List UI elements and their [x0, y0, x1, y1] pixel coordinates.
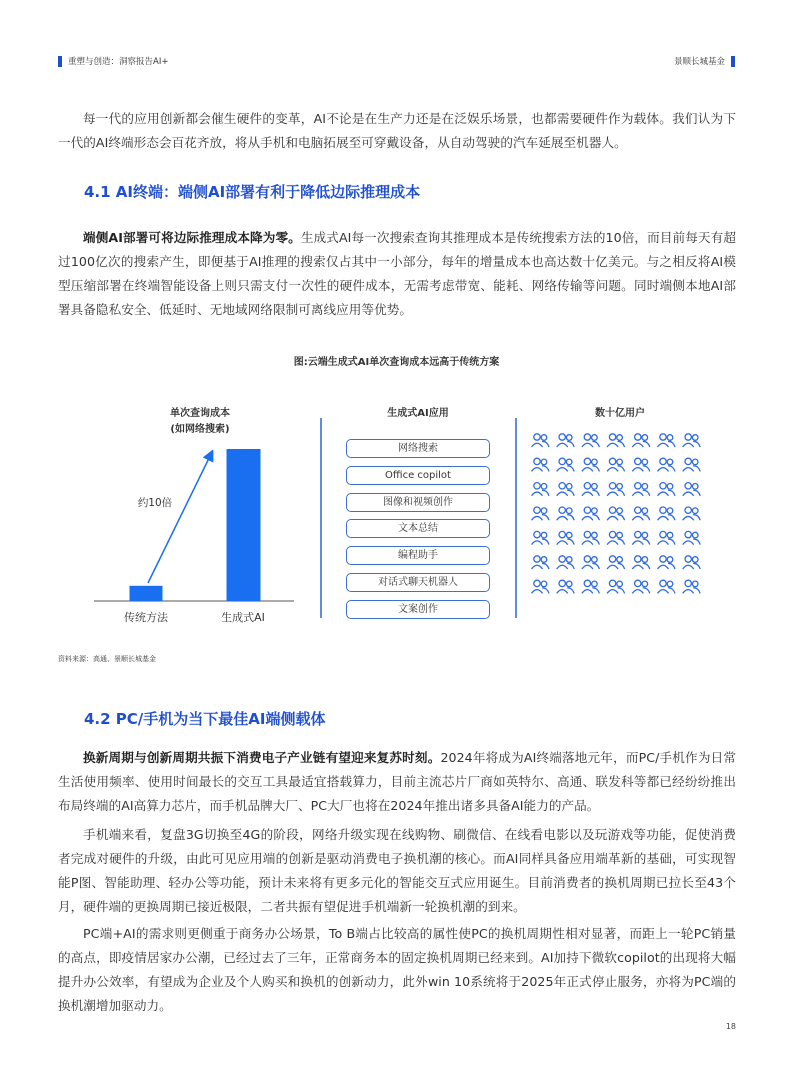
- users-icon: [607, 580, 625, 593]
- divider-right: [515, 418, 517, 618]
- ai-app-item: 网络搜索: [346, 439, 490, 458]
- chart-title-line1: 单次查询成本: [170, 408, 230, 419]
- figure-title: 图:云端生成式AI单次查询成本远高于传统方案: [293, 357, 500, 368]
- section-4-2-paragraph-3: PC端+AI的需求则更侧重于商务办公场景，To B端占比较高的属性使PC的换机周期性相对显著，而距上一轮PC销量的高点，即疫情居家办公潮，已经过去了三年，正常商务本的固定换机周期已经来到。AI加持下微软copilot的出现将大幅提升办公效率，有望成为企业及个人购买和换机的创新动力，此外win 10系统将于2025年正式停止服务，亦将为PC端的换机潮增加驱动力。: [58, 926, 736, 1013]
- multiplier-annotation: 约10倍: [137, 497, 173, 509]
- generative-ai-title: 生成式AI应用: [387, 408, 449, 419]
- users-icon: [582, 483, 600, 496]
- page-number: 18: [725, 1022, 736, 1031]
- header-left: [58, 55, 168, 67]
- bar-traditional: [130, 586, 163, 601]
- divider-left: [320, 418, 322, 618]
- users-icon: [658, 483, 676, 496]
- users-icon: [632, 458, 650, 471]
- users-icon: [607, 483, 625, 496]
- section-4-1-lead: 端侧AI部署可将边际推理成本降为零。: [83, 230, 301, 245]
- users-icon: [582, 507, 600, 520]
- users-icon: [532, 531, 550, 544]
- section-4-1-paragraph: [58, 226, 736, 322]
- users-icon: [557, 458, 575, 471]
- ai-app-item: 图像和视频创作: [346, 493, 490, 512]
- x-tick-label: 生成式AI: [221, 611, 265, 624]
- users-icon: [683, 483, 701, 496]
- cost-bar-chart: [80, 440, 310, 640]
- header-report-title: 重塑与创造：洞察报告AI+: [68, 57, 169, 67]
- users-icon: [607, 556, 625, 569]
- users-icon: [532, 483, 550, 496]
- section-4-2-paragraph-1: [58, 746, 736, 818]
- figure-source: 资料来源：高通、景顺长城基金: [58, 655, 156, 663]
- users-icon: [658, 531, 676, 544]
- users-icon: [557, 483, 575, 496]
- users-icon: [683, 531, 701, 544]
- users-icon: [582, 556, 600, 569]
- chart-title-line2: (如网络搜索): [170, 424, 230, 435]
- bar-generative-ai: [227, 449, 261, 601]
- users-icon: [658, 458, 676, 471]
- users-icon: [532, 458, 550, 471]
- ai-app-item: 文本总结: [346, 519, 490, 538]
- users-icon: [532, 556, 550, 569]
- users-icon: [582, 531, 600, 544]
- users-icon: [557, 580, 575, 593]
- users-icon: [607, 434, 625, 447]
- header-right: [674, 55, 735, 67]
- users-icon: [683, 556, 701, 569]
- users-icon: [557, 531, 575, 544]
- ai-app-item: 对话式聊天机器人: [346, 573, 490, 592]
- users-icon: [632, 556, 650, 569]
- users-icon: [582, 458, 600, 471]
- users-icon: [557, 434, 575, 447]
- section-4-1-body: 生成式AI每一次搜索查询其推理成本是传统搜索方法的10倍，而目前每天有超过100亿次的搜索产生，即便基于AI推理的搜索仅占其中一小部分，每年的增量成本也高达数十亿美元。与之相反将AI模型压缩部署在终端智能设备上则只需支付一次性的硬件成本，无需考虑带宽、能耗、网络传输等问题。同时端侧本地AI部署具备隐私安全、低延时、无地域网络限制可离线应用等优势。: [58, 230, 736, 317]
- users-icon: [532, 434, 550, 447]
- header-company: 景顺长城基金: [673, 57, 725, 67]
- users-icon: [532, 507, 550, 520]
- ai-app-item: 编程助手: [346, 546, 490, 565]
- users-icon: [607, 531, 625, 544]
- section-heading-4-1: 4.1 AI终端：端侧AI部署有利于降低边际推理成本: [84, 183, 421, 201]
- users-icon: [582, 434, 600, 447]
- section-4-2-paragraph-2: 手机端来看，复盘3G切换至4G的阶段，网络升级实现在线购物、刷微信、在线看电影以及玩游戏等功能，促使消费者完成对硬件的升级，由此可见应用端的创新是驱动消费电子换机潮的核心。而AI同样具备应用端革新的基础，可实现智能P图、智能助理、轻办公等功能，预计未来将有更多元化的智能交互式应用诞生。目前消费者的换机周期已拉长至43个月，硬件端的更换周期已接近极限，二者共振有望促进手机端新一轮换机潮的到来。: [58, 827, 736, 914]
- users-icon: [658, 580, 676, 593]
- section-4-2-lead: 换新周期与创新周期共振下消费电子产业链有望迎来复苏时刻。: [83, 750, 441, 765]
- users-icon: [683, 580, 701, 593]
- users-icon: [658, 434, 676, 447]
- users-icon: [683, 458, 701, 471]
- users-icon: [557, 556, 575, 569]
- users-icon: [582, 580, 600, 593]
- users-icon: [658, 507, 676, 520]
- section-heading-4-2: 4.2 PC/手机为当下最佳AI端侧载体: [84, 710, 326, 728]
- users-icon: [632, 580, 650, 593]
- ai-app-item: Office copilot: [346, 466, 490, 485]
- users-icon-grid: [530, 432, 710, 622]
- users-icon: [683, 507, 701, 520]
- users-icon: [632, 483, 650, 496]
- intro-paragraph: 每一代的应用创新都会催生硬件的变革，AI不论是在生产力还是在泛娱乐场景，也都需要硬件作为载体。我们认为下一代的AI终端形态会百花齐放，将从手机和电脑拓展至可穿戴设备，从自动驾驶的汽车延展至机器人。: [58, 111, 736, 150]
- users-icon: [607, 458, 625, 471]
- users-icon: [632, 507, 650, 520]
- users-icon: [632, 531, 650, 544]
- users-icon: [557, 507, 575, 520]
- users-icon: [658, 556, 676, 569]
- ai-app-item: 文案创作: [346, 600, 490, 619]
- users-title: 数十亿用户: [595, 408, 645, 419]
- users-icon: [607, 507, 625, 520]
- x-tick-label: 传统方法: [124, 611, 168, 624]
- header-accent-bar: [58, 56, 62, 67]
- page-header: [58, 55, 735, 69]
- header-accent-bar: [731, 56, 735, 67]
- users-icon: [683, 434, 701, 447]
- growth-arrow: [148, 452, 212, 583]
- section-4-2-p1-body: 2024年将成为AI终端落地元年，而PC/手机作为日常生活使用频率、使用时间最长的交互工具最适宜搭载算力，目前主流芯片厂商如英特尔、高通、联发科等都已经纷纷推出布局终端的AI高算力芯片，而手机品牌大厂、PC大厂也将在2024年推出诸多具备AI能力的产品。: [58, 750, 736, 813]
- users-icon: [632, 434, 650, 447]
- users-icon: [532, 580, 550, 593]
